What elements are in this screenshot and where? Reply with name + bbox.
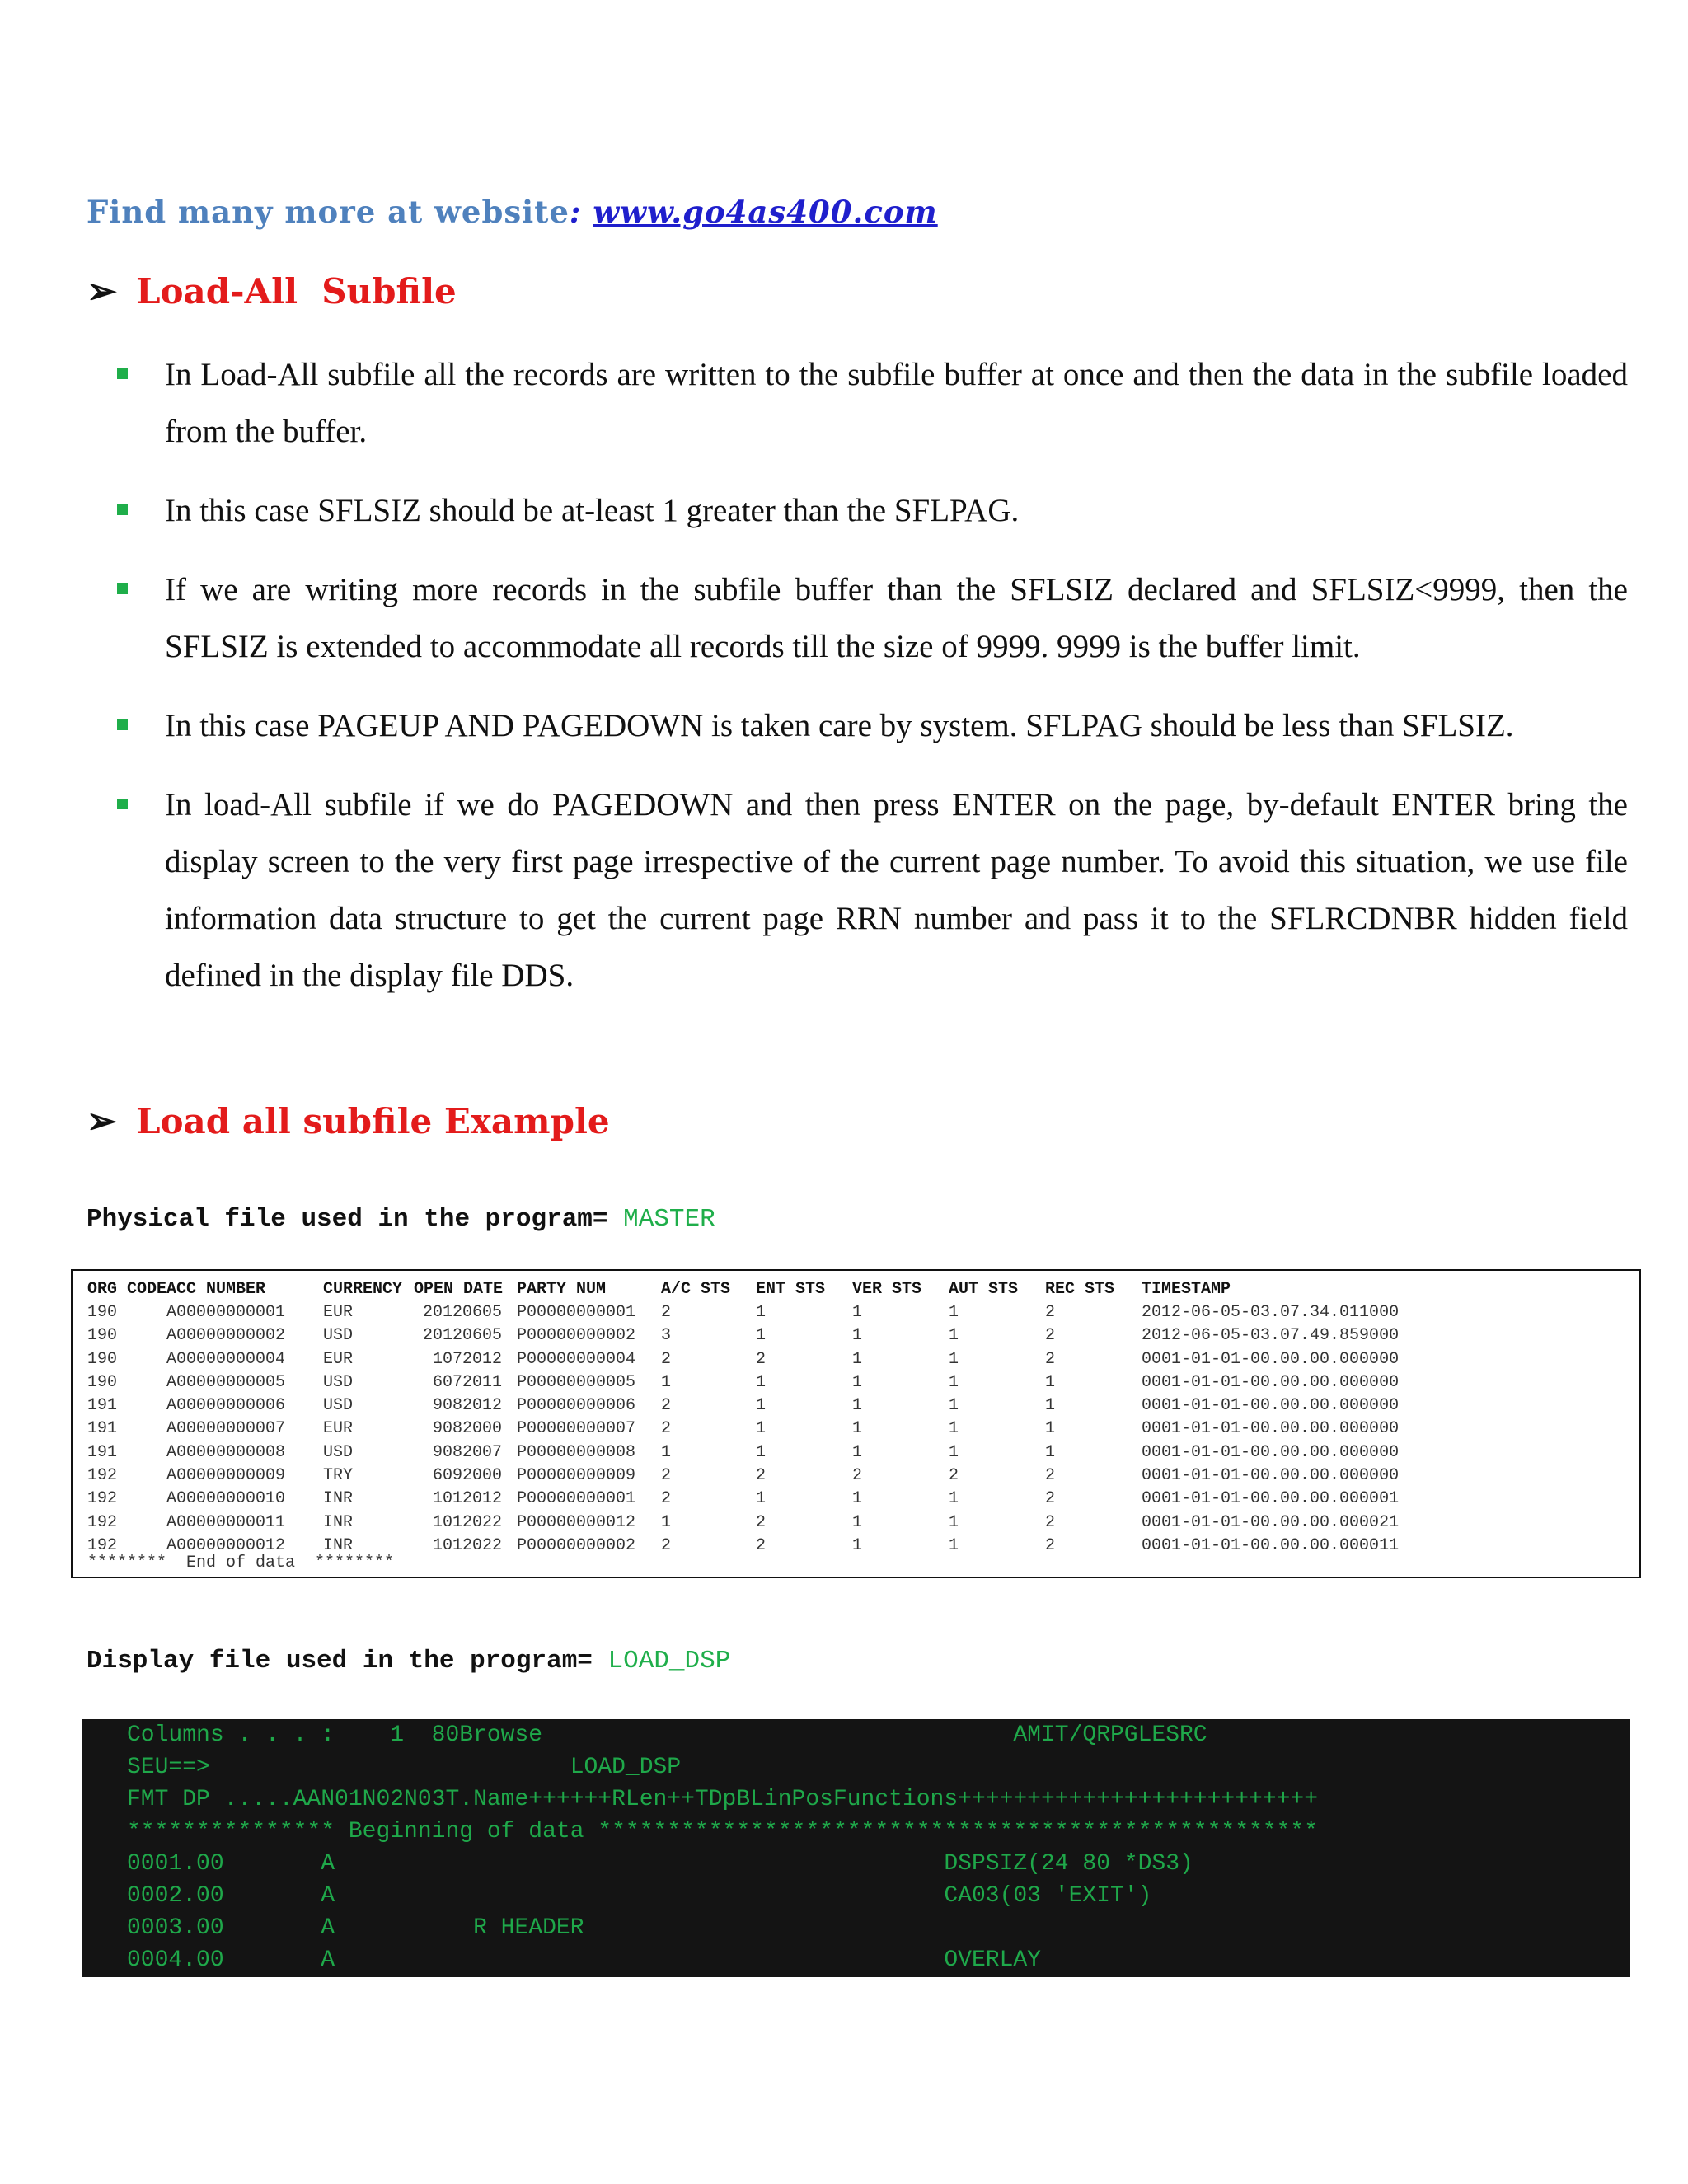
table-cell: 1 — [852, 1512, 863, 1532]
column-header: A/C STS — [661, 1279, 731, 1299]
seu-source-screen — [82, 1719, 1630, 1977]
column-header: ACC NUMBER — [166, 1279, 266, 1299]
table-cell: 2 — [756, 1349, 767, 1369]
table-cell: 3 — [661, 1326, 672, 1346]
table-cell: 0001-01-01-00.00.00.000001 — [1142, 1489, 1400, 1509]
table-cell: A00000000004 — [166, 1349, 286, 1369]
column-header: AUT STS — [949, 1279, 1019, 1299]
table-cell: 1 — [852, 1489, 863, 1509]
list-item — [115, 776, 1628, 1004]
table-cell: 1 — [949, 1512, 959, 1532]
table-cell: P00000000009 — [517, 1466, 636, 1486]
table-cell: USD — [323, 1372, 354, 1392]
table-cell: 2 — [1045, 1302, 1056, 1322]
table-cell: INR — [323, 1489, 354, 1509]
table-cell: 2 — [756, 1512, 767, 1532]
circled-arrow-icon: ➢ — [87, 270, 117, 312]
seu-columns-line: Columns . . . : 1 80Browse AMIT/QRPGLESRC — [127, 1722, 1207, 1748]
table-row — [87, 1511, 1414, 1534]
table-cell: P00000000004 — [517, 1349, 636, 1369]
pf-table — [87, 1277, 1414, 1558]
table-cell: 0001-01-01-00.00.00.000000 — [1142, 1419, 1400, 1439]
table-cell: 2012-06-05-03.07.49.859000 — [1142, 1326, 1400, 1346]
pf-label — [87, 1205, 715, 1234]
section-title: Load all subfile Example — [136, 1101, 610, 1141]
table-row — [87, 1301, 1414, 1324]
table-cell: 1012012 — [433, 1489, 503, 1509]
list-item — [115, 561, 1628, 675]
bullet-text: If we are writing more records in the subfile buffer than the SFLSIZ declared and SFLSIZ<9999, then the SFLSIZ is extended to accommodate all records till the size of 9999. 9999 is the buffer limit. — [165, 572, 1628, 664]
table-cell: 1 — [852, 1326, 863, 1346]
table-cell: USD — [323, 1396, 354, 1416]
table-cell: 1 — [852, 1349, 863, 1369]
table-cell: 1 — [949, 1302, 959, 1322]
table-cell: 190 — [87, 1349, 118, 1369]
table-cell: 1 — [949, 1396, 959, 1416]
table-cell: P00000000001 — [517, 1489, 636, 1509]
table-cell: 0001-01-01-00.00.00.000011 — [1142, 1535, 1400, 1555]
table-cell: 1072012 — [433, 1349, 503, 1369]
table-cell: 20120605 — [423, 1326, 503, 1346]
table-cell: 1 — [756, 1396, 767, 1416]
square-bullet-icon — [117, 583, 128, 594]
table-row — [87, 1324, 1414, 1347]
list-item — [115, 346, 1628, 460]
table-cell: 192 — [87, 1535, 118, 1555]
table-cell: P00000000007 — [517, 1419, 636, 1439]
bullet-text: In Load-All subfile all the records are written to the subfile buffer at once and then the data in the subfile loaded from the buffer. — [165, 357, 1628, 449]
seu-source-line[interactable]: 0003.00 A R HEADER — [127, 1915, 584, 1941]
dsp-label — [87, 1647, 730, 1675]
table-cell: 1 — [756, 1442, 767, 1462]
table-cell: 9082007 — [433, 1442, 503, 1462]
table-cell: 20120605 — [423, 1302, 503, 1322]
table-cell: 191 — [87, 1442, 118, 1462]
table-cell: P00000000001 — [517, 1302, 636, 1322]
table-cell: 1 — [756, 1302, 767, 1322]
table-cell: EUR — [323, 1302, 354, 1322]
seu-format-line: FMT DP .....AAN01N02N03T.Name++++++RLen++TDpBLinPosFunctions++++++++++++++++++++++++++ — [127, 1787, 1319, 1812]
physical-file-listing — [71, 1269, 1641, 1578]
square-bullet-icon — [117, 719, 128, 730]
seu-source-line[interactable]: 0004.00 A OVERLAY — [127, 1947, 1041, 1973]
table-cell: 0001-01-01-00.00.00.000000 — [1142, 1466, 1400, 1486]
table-cell: 191 — [87, 1419, 118, 1439]
table-cell: 1 — [852, 1442, 863, 1462]
website-prefix: Find many more at website — [87, 194, 570, 230]
table-cell: 2 — [1045, 1535, 1056, 1555]
bullet-text: In this case PAGEUP AND PAGEDOWN is taken care by system. SFLPAG should be less than SFLSIZ. — [165, 708, 1514, 743]
seu-beginning-marker: *************** Beginning of data **************************************************** — [127, 1819, 1319, 1844]
table-cell: A00000000008 — [166, 1442, 286, 1462]
bullet-text: In this case SFLSIZ should be at-least 1 greater than the SFLPAG. — [165, 493, 1020, 528]
column-header: OPEN DATE — [414, 1279, 504, 1299]
table-cell: EUR — [323, 1349, 354, 1369]
table-cell: 1 — [852, 1396, 863, 1416]
table-cell: 2 — [661, 1302, 672, 1322]
table-cell: 1 — [661, 1512, 672, 1532]
table-cell: 1 — [1045, 1419, 1056, 1439]
table-cell: P00000000006 — [517, 1396, 636, 1416]
column-header: REC STS — [1045, 1279, 1115, 1299]
table-cell: A00000000012 — [166, 1535, 286, 1555]
dsp-name: LOAD_DSP — [607, 1647, 731, 1675]
table-cell: 192 — [87, 1466, 118, 1486]
table-cell: A00000000009 — [166, 1466, 286, 1486]
table-header-row — [87, 1277, 1414, 1301]
table-cell: 2 — [661, 1349, 672, 1369]
table-cell: 1 — [949, 1419, 959, 1439]
table-row — [87, 1418, 1414, 1441]
table-cell: 0001-01-01-00.00.00.000000 — [1142, 1396, 1400, 1416]
table-cell: 1 — [756, 1489, 767, 1509]
seu-command-line[interactable]: SEU==> LOAD_DSP — [127, 1755, 682, 1780]
column-header: PARTY NUM — [517, 1279, 607, 1299]
table-cell: 1 — [949, 1489, 959, 1509]
table-cell: 9082012 — [433, 1396, 503, 1416]
table-cell: 191 — [87, 1396, 118, 1416]
column-header: CURRENCY — [323, 1279, 403, 1299]
table-row — [87, 1488, 1414, 1511]
table-row — [87, 1347, 1414, 1371]
column-header: ENT STS — [756, 1279, 826, 1299]
table-cell: 1 — [949, 1535, 959, 1555]
table-cell: 2 — [1045, 1512, 1056, 1532]
table-cell: 9082000 — [433, 1419, 503, 1439]
section-heading-load-all — [87, 270, 457, 312]
square-bullet-icon — [117, 368, 128, 379]
website-link[interactable]: www.go4as400.com — [593, 194, 938, 230]
table-cell: 0001-01-01-00.00.00.000000 — [1142, 1372, 1400, 1392]
table-cell: 2 — [1045, 1466, 1056, 1486]
table-cell: 2 — [1045, 1349, 1056, 1369]
table-cell: 1 — [1045, 1396, 1056, 1416]
table-cell: 2 — [852, 1466, 863, 1486]
table-cell: A00000000006 — [166, 1396, 286, 1416]
table-cell: 1 — [852, 1372, 863, 1392]
table-cell: 0001-01-01-00.00.00.000000 — [1142, 1442, 1400, 1462]
end-of-data-marker: ******** End of data ******** — [87, 1554, 395, 1572]
table-cell: EUR — [323, 1419, 354, 1439]
column-header: TIMESTAMP — [1142, 1279, 1231, 1299]
table-cell: A00000000005 — [166, 1372, 286, 1392]
section-title: Load-All Subfile — [136, 271, 457, 312]
bullet-list — [115, 346, 1628, 1026]
list-item — [115, 482, 1628, 539]
table-cell: P00000000005 — [517, 1372, 636, 1392]
website-colon: : — [569, 194, 582, 230]
table-row — [87, 1464, 1414, 1487]
table-cell: A00000000010 — [166, 1489, 286, 1509]
seu-source-line[interactable]: 0001.00 A DSPSIZ(24 80 *DS3) — [127, 1851, 1193, 1877]
table-cell: 1 — [949, 1326, 959, 1346]
section-heading-example — [87, 1100, 610, 1142]
table-cell: P00000000002 — [517, 1326, 636, 1346]
table-cell: 2012-06-05-03.07.34.011000 — [1142, 1302, 1400, 1322]
pf-name: MASTER — [623, 1205, 715, 1234]
table-cell: 1012022 — [433, 1535, 503, 1555]
table-cell: 1012022 — [433, 1512, 503, 1532]
table-cell: 2 — [661, 1466, 672, 1486]
table-cell: 6072011 — [433, 1372, 503, 1392]
table-cell: 190 — [87, 1372, 118, 1392]
table-cell: A00000000001 — [166, 1302, 286, 1322]
table-cell: 192 — [87, 1512, 118, 1532]
table-cell: 0001-01-01-00.00.00.000000 — [1142, 1349, 1400, 1369]
website-line — [87, 194, 938, 230]
table-cell: 2 — [661, 1489, 672, 1509]
square-bullet-icon — [117, 799, 128, 809]
table-cell: USD — [323, 1442, 354, 1462]
table-cell: INR — [323, 1512, 354, 1532]
table-row — [87, 1441, 1414, 1464]
table-cell: 1 — [661, 1442, 672, 1462]
bullet-text: In load-All subfile if we do PAGEDOWN and then press ENTER on the page, by-default ENTER bring the display screen to the very first page irrespective of the current page number. To avoid this situation, we use file information data structure to get the current page RRN number and pass it to the SFLRCDNBR hidden field defined in the display file DDS. — [165, 787, 1628, 993]
table-cell: 2 — [756, 1535, 767, 1555]
circled-arrow-icon: ➢ — [87, 1100, 117, 1142]
table-cell: 1 — [756, 1419, 767, 1439]
table-cell: A00000000011 — [166, 1512, 286, 1532]
pf-label-text: Physical file used in the program= — [87, 1205, 624, 1234]
table-cell: A00000000002 — [166, 1326, 286, 1346]
table-cell: 2 — [661, 1535, 672, 1555]
table-cell: 2 — [661, 1419, 672, 1439]
table-cell: 190 — [87, 1326, 118, 1346]
table-cell: INR — [323, 1535, 354, 1555]
table-cell: P00000000012 — [517, 1512, 636, 1532]
table-cell: 1 — [852, 1302, 863, 1322]
table-cell: TRY — [323, 1466, 354, 1486]
square-bullet-icon — [117, 504, 128, 515]
table-cell: 1 — [1045, 1372, 1056, 1392]
table-cell: 1 — [949, 1349, 959, 1369]
dsp-label-text: Display file used in the program= — [87, 1647, 608, 1675]
table-cell: 1 — [949, 1442, 959, 1462]
table-row — [87, 1394, 1414, 1417]
table-cell: 1 — [756, 1326, 767, 1346]
table-cell: 0001-01-01-00.00.00.000021 — [1142, 1512, 1400, 1532]
table-cell: 2 — [661, 1396, 672, 1416]
table-cell: 2 — [1045, 1489, 1056, 1509]
column-header: VER STS — [852, 1279, 922, 1299]
table-cell: 192 — [87, 1489, 118, 1509]
table-cell: USD — [323, 1326, 354, 1346]
table-cell: P00000000002 — [517, 1535, 636, 1555]
table-cell: 1 — [756, 1372, 767, 1392]
table-cell: 1 — [949, 1372, 959, 1392]
table-cell: 2 — [1045, 1326, 1056, 1346]
table-cell: 6092000 — [433, 1466, 503, 1486]
table-row — [87, 1371, 1414, 1394]
table-cell: 2 — [949, 1466, 959, 1486]
table-cell: 1 — [852, 1419, 863, 1439]
table-cell: 2 — [756, 1466, 767, 1486]
table-cell: 1 — [852, 1535, 863, 1555]
table-body — [87, 1301, 1414, 1557]
table-cell: 1 — [661, 1372, 672, 1392]
seu-source-line[interactable]: 0002.00 A CA03(03 'EXIT') — [127, 1883, 1152, 1909]
table-cell: P00000000008 — [517, 1442, 636, 1462]
list-item — [115, 697, 1628, 754]
table-cell: 1 — [1045, 1442, 1056, 1462]
column-header: ORG CODE — [87, 1279, 167, 1299]
table-cell: 190 — [87, 1302, 118, 1322]
table-cell: A00000000007 — [166, 1419, 286, 1439]
